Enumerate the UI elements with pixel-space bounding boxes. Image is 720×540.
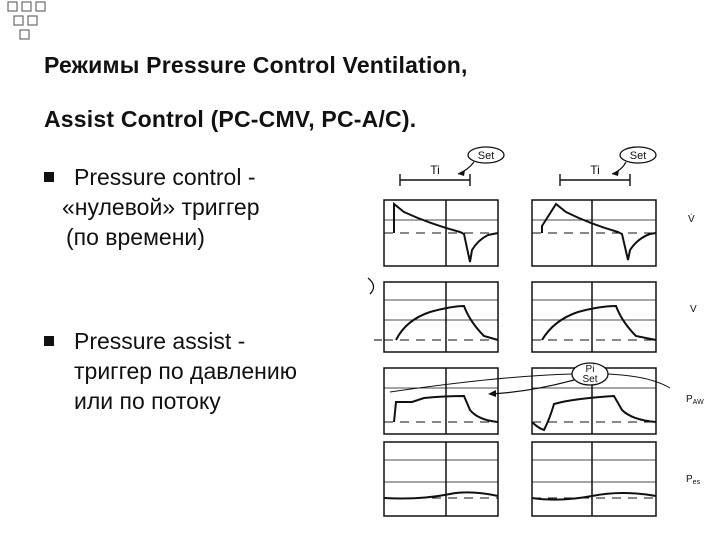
axis-label-pes: $P_{es}$	[686, 474, 701, 486]
volume-trace-1	[396, 306, 498, 340]
slide-title-line2: Assist Control (PC-CMV, PC-A/C).	[44, 106, 417, 132]
bullet-pressure-assist	[44, 326, 297, 416]
axis-label-paw: $P_{AW}$	[686, 394, 704, 406]
ventilation-waveform-diagram	[360, 140, 710, 520]
paw-trace-2	[532, 396, 656, 430]
bullet-line: Pressure assist -	[74, 328, 246, 354]
square-bullet-icon	[44, 336, 54, 346]
bullet-line: (по времени)	[66, 224, 205, 250]
bullet-line: триггер по давлению	[74, 358, 297, 384]
pes-trace-2	[532, 493, 656, 500]
side-mark	[368, 278, 374, 294]
decorative-corner-squares	[0, 0, 70, 50]
ti-label-1: Ti	[430, 163, 440, 177]
bullet-line: «нулевой» триггер	[62, 194, 260, 220]
axis-label-volume: V	[690, 304, 697, 315]
pi-set-label-bottom: Set	[582, 374, 598, 385]
bullet-line: Pressure control -	[74, 164, 256, 190]
bullet-pressure-control	[44, 162, 260, 252]
pi-set-arrowhead	[488, 390, 496, 397]
waveform-panels	[384, 200, 656, 516]
flow-trace-2	[542, 204, 656, 260]
set-label-2: Set	[629, 150, 647, 162]
pi-set-label-top: Pi	[585, 364, 595, 375]
set-label-1: Set	[477, 150, 495, 162]
volume-trace-2	[542, 306, 656, 340]
slide-title-line1: Режимы Pressure Control Ventilation,	[44, 52, 468, 78]
square-bullet-icon	[44, 172, 54, 182]
set-arrow-2	[612, 162, 626, 174]
ti-label-2: Ti	[590, 163, 600, 177]
axis-label-flow: V̇	[688, 214, 695, 225]
baseline-dashes	[384, 233, 656, 498]
bullet-line: или по потоку	[74, 388, 221, 414]
set-arrow-1	[458, 162, 474, 174]
pi-set-curve-right	[608, 374, 670, 388]
pi-set-curve	[390, 374, 572, 392]
